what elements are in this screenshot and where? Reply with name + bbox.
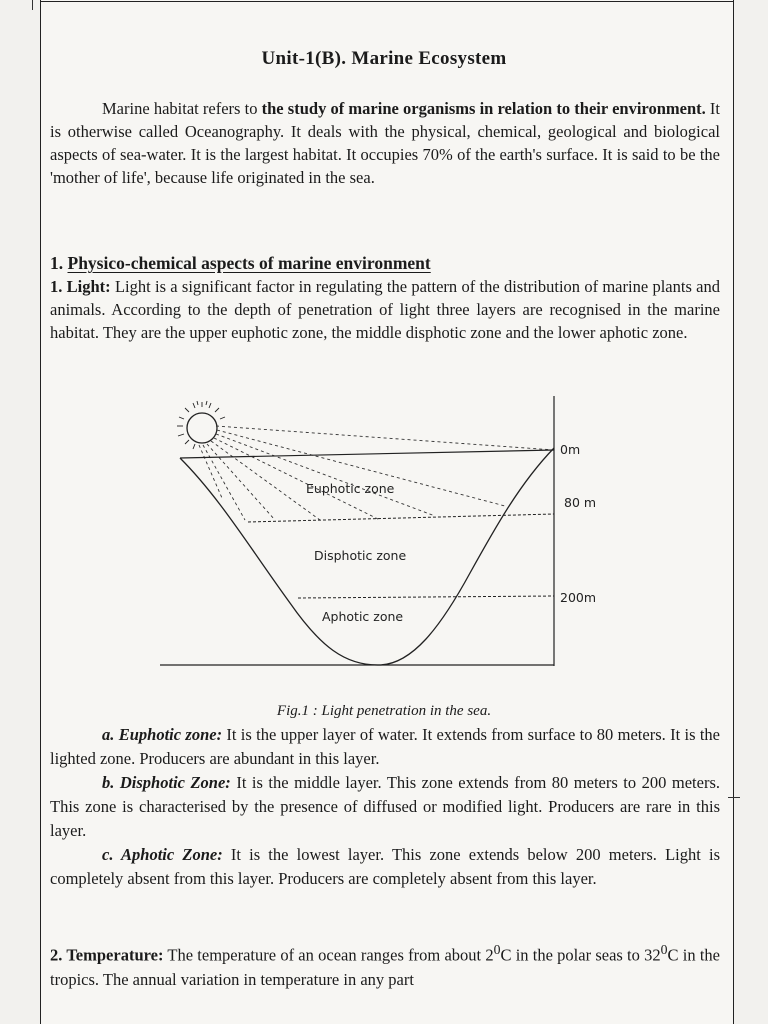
zone-b-paragraph [50, 771, 720, 843]
intro-text-b: It is otherwise called Oceanography. It deals with the physical, chemical, geological and biological aspects of sea-water. It is the largest habitat. It occupies 70% of the earth's surface. It is said to be the 'mother of life', because life originated in the sea. [50, 99, 721, 187]
zone-label-disphotic: Disphotic zone [314, 548, 407, 563]
intro-paragraph [50, 97, 720, 189]
zone-c-label: c. Aphotic Zone: [102, 845, 223, 864]
intro-bold-phrase: the study of marine organisms in relation to their environment. [261, 99, 706, 118]
temperature-label: 2. Temperature: [50, 945, 164, 965]
light-text: Light is a significant factor in regulating the pattern of the distribution of marine plants and animals. According to the depth of penetration of light three layers are recognised in the marine habitat. They are the upper euphotic zone, the middle disphotic zone and the lower aphotic zone. [50, 277, 720, 342]
figure-caption [0, 703, 768, 720]
page-corner-mark [22, 0, 33, 10]
zone-label-aphotic: Aphotic zone [322, 609, 404, 624]
temperature-text-c: C in the tropics. The annual variation in temperature in any part [50, 945, 720, 989]
depth-label-80m: 80 m [564, 495, 597, 510]
section-heading [50, 253, 431, 274]
depth-80m-line [248, 514, 554, 522]
temperature-sup-b: 0 [660, 942, 668, 957]
zone-c-text: It is the lowest layer. This zone extends below 200 meters. Light is completely absent from this layer. Producers are completely absent from this layer. [50, 845, 720, 888]
depth-label-0m: 0m [560, 442, 581, 457]
temperature-paragraph [50, 938, 720, 992]
zone-c-paragraph [50, 843, 720, 891]
section-title: Physico-chemical aspects of marine environment [67, 253, 431, 273]
light-penetration-diagram [150, 388, 610, 678]
sun-icon [177, 401, 225, 449]
zone-a-label: a. Euphotic zone: [102, 725, 223, 744]
margin-mark [728, 797, 740, 798]
depth-label-200m: 200m [560, 590, 597, 605]
zone-b-text: It is the middle layer. This zone extends from 80 meters to 200 meters. This zone is characterised by the presence of diffused or modified light. Producers are rare in this layer. [50, 773, 720, 840]
caption-text: Light penetration in the sea. [317, 703, 492, 719]
zones-description [50, 723, 720, 891]
section-number: 1. [50, 253, 68, 273]
sea-surface-line [180, 450, 554, 458]
light-label: 1. Light: [50, 277, 111, 296]
zone-a-text: It is the upper layer of water. It extends from surface to 80 meters. It is the lighted zone. Producers are abundant in this layer. [50, 725, 720, 768]
intro-text-a: Marine habitat refers to [102, 99, 262, 118]
temperature-text-b: C in the polar seas to 32 [500, 945, 661, 965]
depth-200m-line [298, 596, 554, 598]
zone-a-paragraph [50, 723, 720, 771]
zone-b-label: b. Disphotic Zone: [102, 773, 231, 792]
temperature-text-a: The temperature of an ocean ranges from about 2 [163, 945, 494, 965]
zone-label-euphotic: Euphotic zone [306, 481, 395, 496]
light-rays [199, 426, 554, 520]
light-paragraph [50, 275, 720, 344]
caption-prefix: Fig.1 : [276, 703, 318, 719]
page-border-top [40, 1, 734, 2]
page-title: Unit-1(B). Marine Ecosystem [261, 48, 507, 69]
temperature-sup-a: 0 [493, 942, 501, 957]
